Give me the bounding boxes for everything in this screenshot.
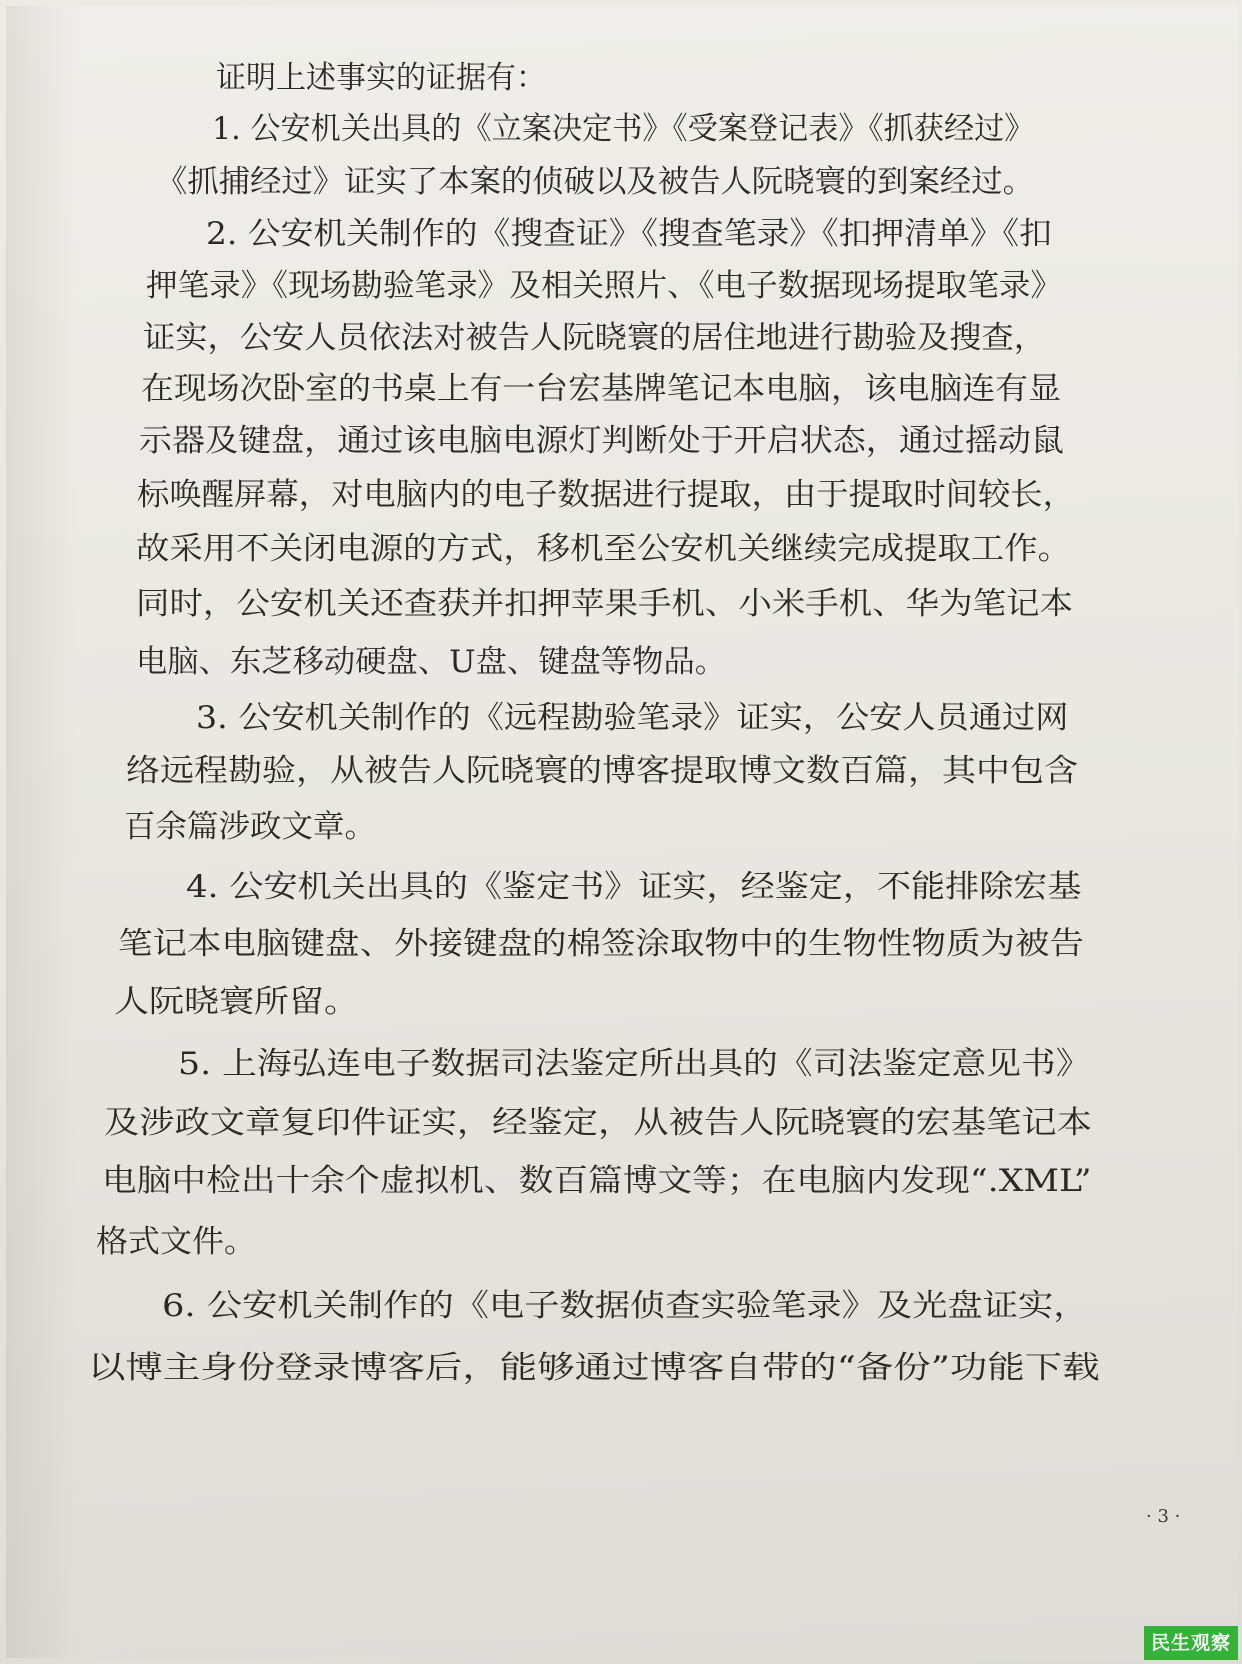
- text-line: 及涉政文章复印件证实，经鉴定，从被告人阮晓寰的宏基笔记本: [104, 1105, 1092, 1141]
- text-line: 格式文件。: [96, 1224, 256, 1260]
- text-line: 百余篇涉政文章。: [124, 809, 376, 845]
- text-line: 络远程勘验，从被告人阮晓寰的博客提取博文数百篇，其中包含: [126, 753, 1078, 789]
- text-line: 《抓捕经过》证实了本案的侦破以及被告人阮晓寰的到案经过。: [156, 164, 1034, 200]
- text-line: 1. 公安机关出具的《立案决定书》《受案登记表》《抓获经过》: [212, 111, 1035, 147]
- text-line: 押笔录》《现场勘验笔录》及相关照片、《电子数据现场提取笔录》: [146, 268, 1062, 304]
- watermark-logo: 民生观察: [1144, 1626, 1238, 1660]
- text-line: 标唤醒屏幕，对电脑内的电子数据进行提取，由于提取时间较长，: [137, 477, 1075, 513]
- text-line: 示器及键盘，通过该电脑电源灯判断处于开启状态，通过摇动鼠: [139, 423, 1064, 459]
- text-line: 人阮晓寰所留。: [114, 984, 359, 1020]
- text-line: 3. 公安机关制作的《远程勘验笔录》证实，公安人员通过网: [196, 700, 1069, 736]
- text-line: 故采用不关闭电源的方式，移机至公安机关继续完成提取工作。: [136, 531, 1071, 567]
- document-page: [6, 6, 1238, 1658]
- text-line: 证实，公安人员依法对被告人阮晓寰的居住地进行勘验及搜查，: [143, 320, 1046, 356]
- text-line: 5. 上海弘连电子数据司法鉴定所出具的《司法鉴定意见书》: [178, 1046, 1091, 1082]
- text-line: 电脑、东芝移动硬盘、U盘、键盘等物品。: [136, 644, 727, 680]
- page-number: · 3 ·: [1146, 1506, 1181, 1527]
- text-line: 6. 公安机关制作的《电子数据侦查实验笔录》及光盘证实，: [162, 1288, 1089, 1324]
- text-line: 以博主身份登录博客后，能够通过博客自带的“备份”功能下载: [88, 1350, 1100, 1386]
- text-line: 同时，公安机关还查获并扣押苹果手机、小米手机、华为笔记本: [136, 586, 1073, 622]
- text-line: 在现场次卧室的书桌上有一台宏基牌笔记本电脑，该电脑连有显: [141, 371, 1061, 407]
- text-line: 笔记本电脑键盘、外接键盘的棉签涂取物中的生物性物质为被告: [118, 926, 1084, 962]
- text-line: 电脑中检出十余个虚拟机、数百篇博文等；在电脑内发现“.XML”: [102, 1163, 1092, 1199]
- text-line: 2. 公安机关制作的《搜查证》《搜查笔录》《扣押清单》《扣: [206, 216, 1052, 252]
- page-shadow: [6, 6, 76, 1658]
- text-line: 4. 公安机关出具的《鉴定书》证实，经鉴定，不能排除宏基: [186, 869, 1082, 905]
- text-line: 证明上述事实的证据有：: [216, 60, 546, 96]
